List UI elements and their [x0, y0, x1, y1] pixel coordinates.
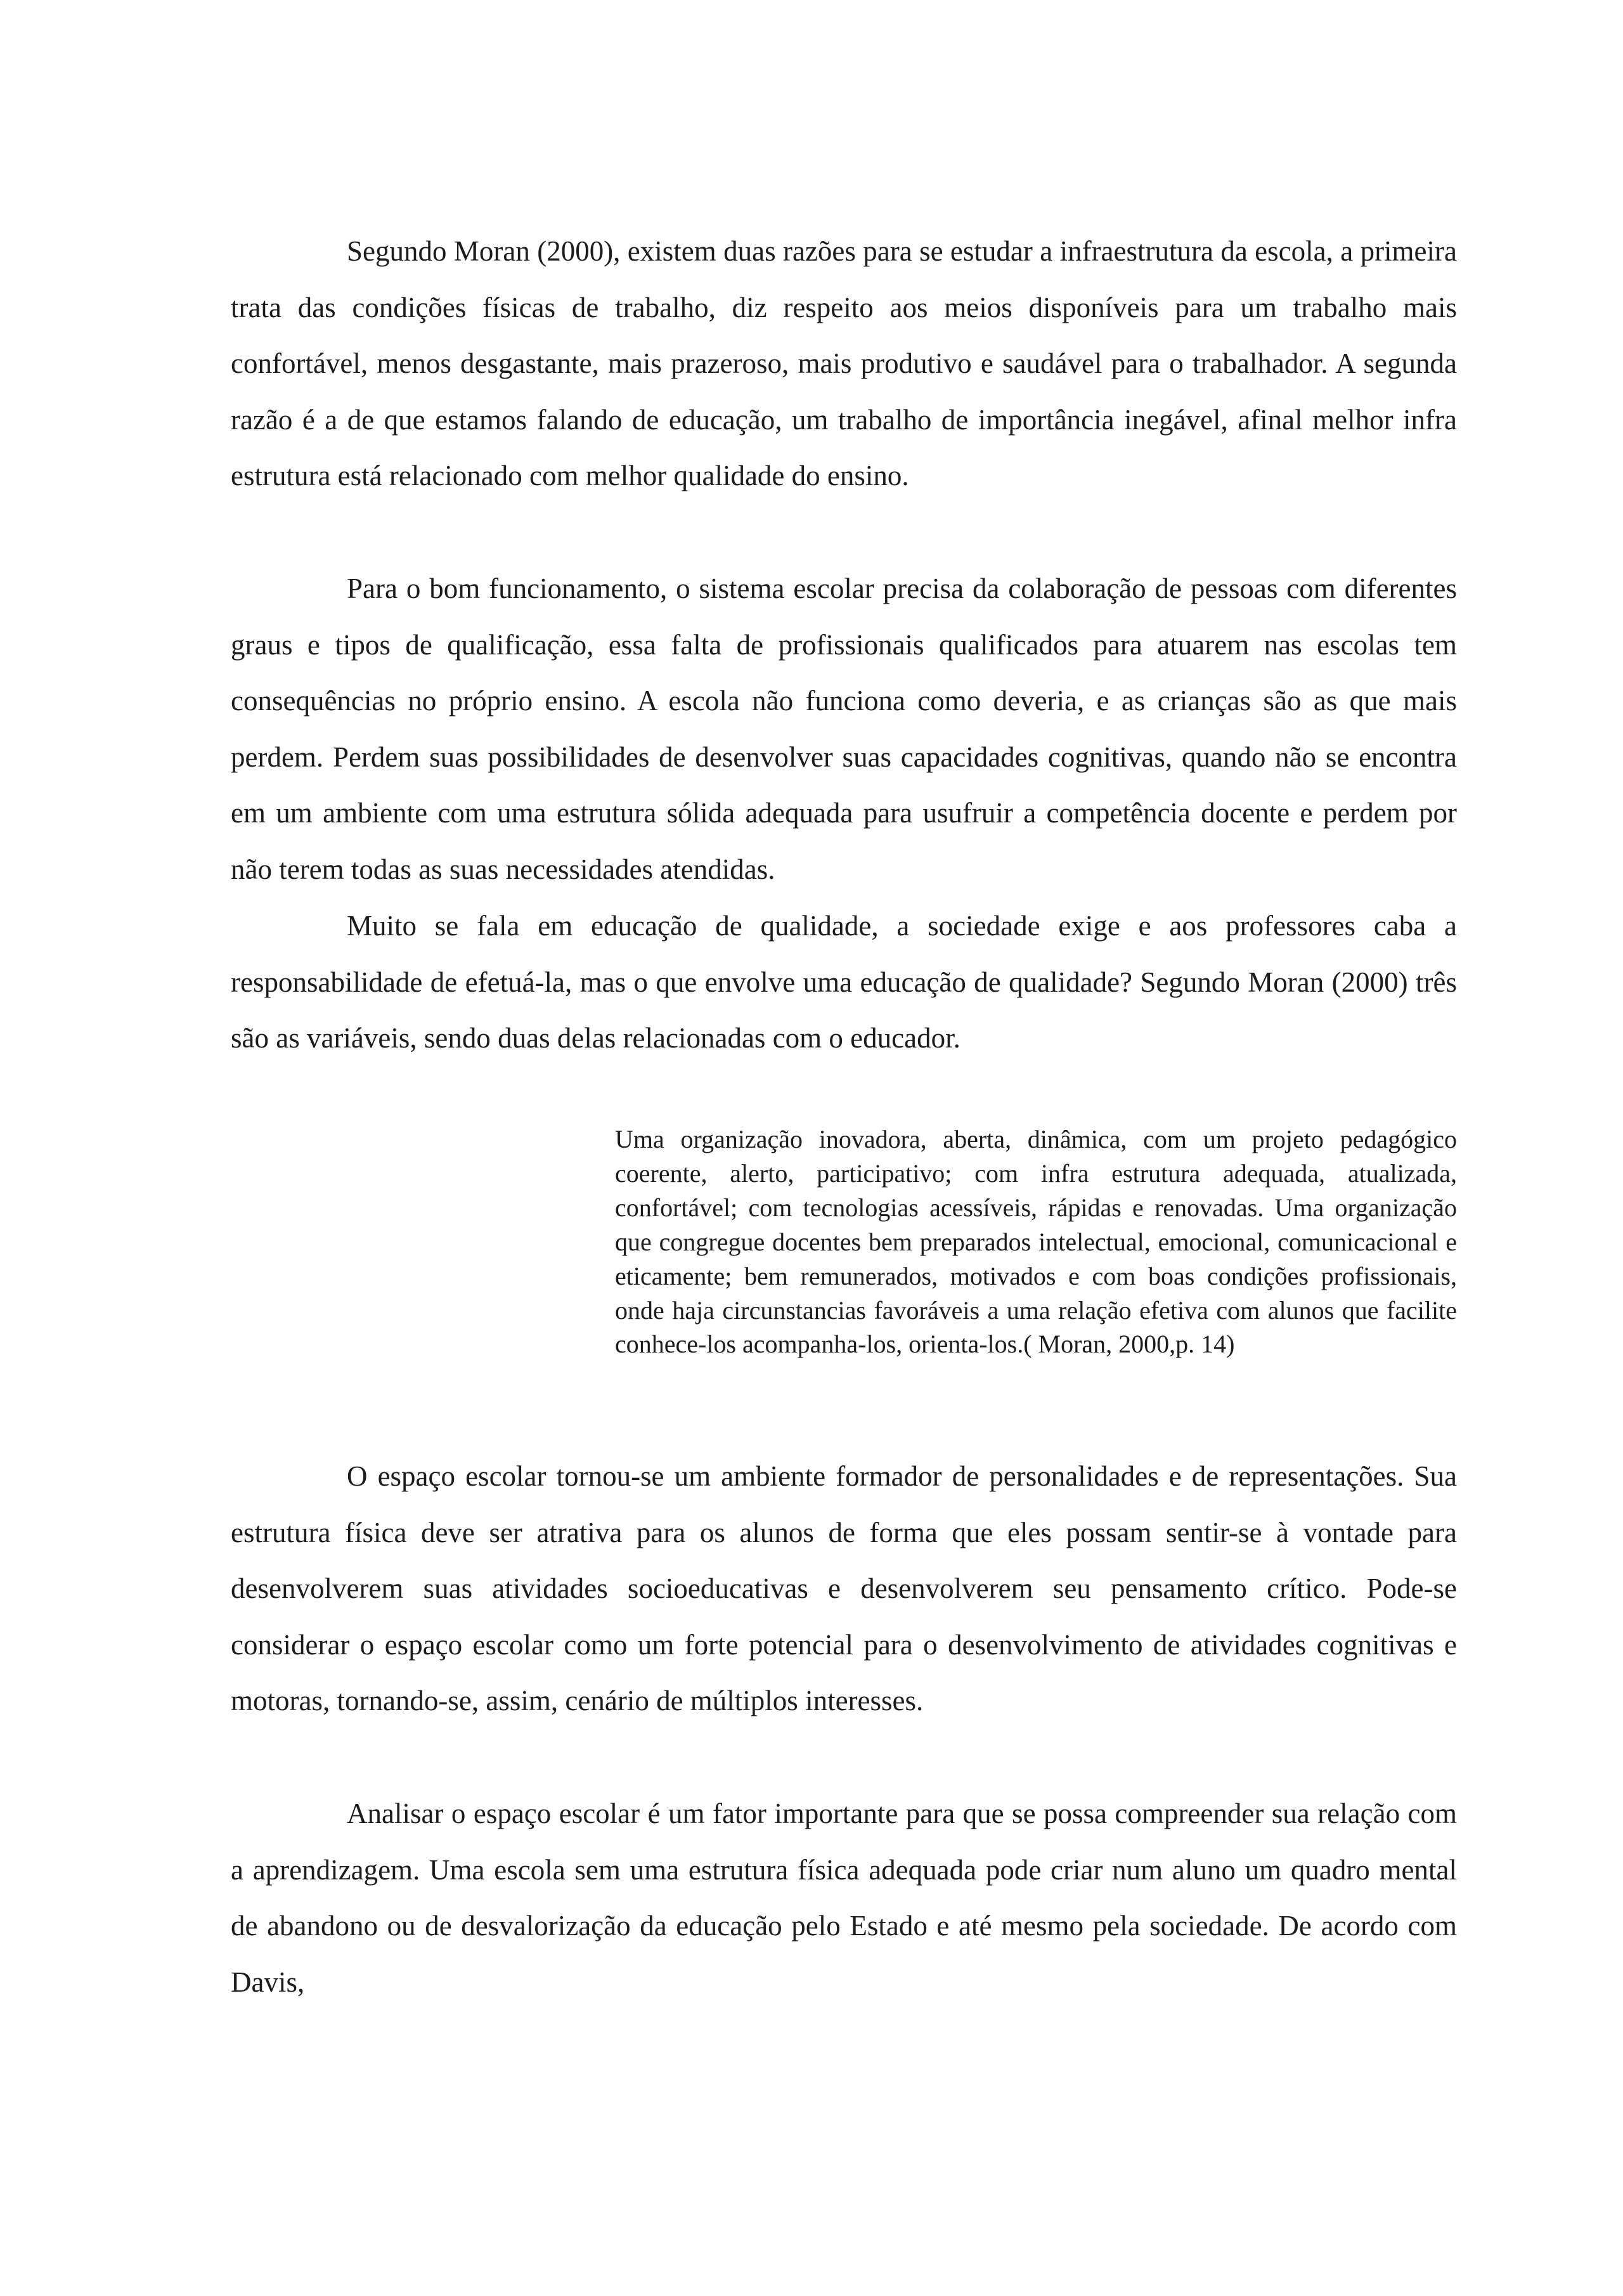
paragraph-quality-education: Muito se fala em educação de qualidade, a sociedade exige e aos professores caba a responsabilidade de efetuá-la, mas o que envolve uma educação de qualidade? Segundo Moran (2000) três são as variáveis, sendo duas delas relacionadas com o educador.: [231, 910, 1457, 1054]
paragraph-analysis-school-space: Analisar o espaço escolar é um fator importante para que se possa compreender sua relação com a aprendizagem. Uma escola sem uma estrutura física adequada pode criar num aluno um quadro mental de abandono ou de desvalorização da educação pelo Estado e até mesmo pela sociedade. De acordo com Davis,: [231, 1798, 1457, 1998]
paragraph-school-space: O espaço escolar tornou-se um ambiente formador de personalidades e de representações. Sua estrutura física deve ser atrativa para os alunos de forma que eles possam sentir-se à vontade para desenvolverem suas atividades socioeducativas e desenvolverem seu pensamento crítico. Pode-se considerar o espaço escolar como um forte potencial para o desenvolvimento de atividades cognitivas e motoras, tornando-se, assim, cenário de múltiplos interesses.: [231, 1460, 1457, 1717]
block-quotation-moran: Uma organização inovadora, aberta, dinâmica, com um projeto pedagógico coerente, alerto, participativo; com infra estrutura adequada, atualizada, confortável; com tecnologias acessíveis, rápidas e renovadas. Uma organização que congregue docentes bem preparados intelectual, emocional, comunicacional e eticamente; bem remunerados, motivados e com boas condições profissionais, onde haja circunstancias favoráveis a uma relação efetiva com alunos que facilite conhece-los acompanha-los, orienta-los.( Moran, 2000,p. 14): [615, 1125, 1457, 1359]
paragraph-school-staff: Para o bom funcionamento, o sistema escolar precisa da colaboração de pessoas com diferentes graus e tipos de qualificação, essa falta de profissionais qualificados para atuarem nas escolas tem consequências no próprio ensino. A escola não funciona como deveria, e as crianças são as que mais perdem. Perdem suas possibilidades de desenvolver suas capacidades cognitivas, quando não se encontra em um ambiente com uma estrutura sólida adequada para usufruir a competência docente e perdem por não terem todas as suas necessidades atendidas.: [231, 573, 1457, 885]
paragraph-infrastructure-reasons: Segundo Moran (2000), existem duas razões para se estudar a infraestrutura da escola, a primeira trata das condições físicas de trabalho, diz respeito aos meios disponíveis para um trabalho mais confortável, menos desgastante, mais prazeroso, mais produtivo e saudável para o trabalhador. A segunda razão é a de que estamos falando de educação, um trabalho de importância inegável, afinal melhor infra estrutura está relacionado com melhor qualidade do ensino.: [231, 235, 1457, 492]
